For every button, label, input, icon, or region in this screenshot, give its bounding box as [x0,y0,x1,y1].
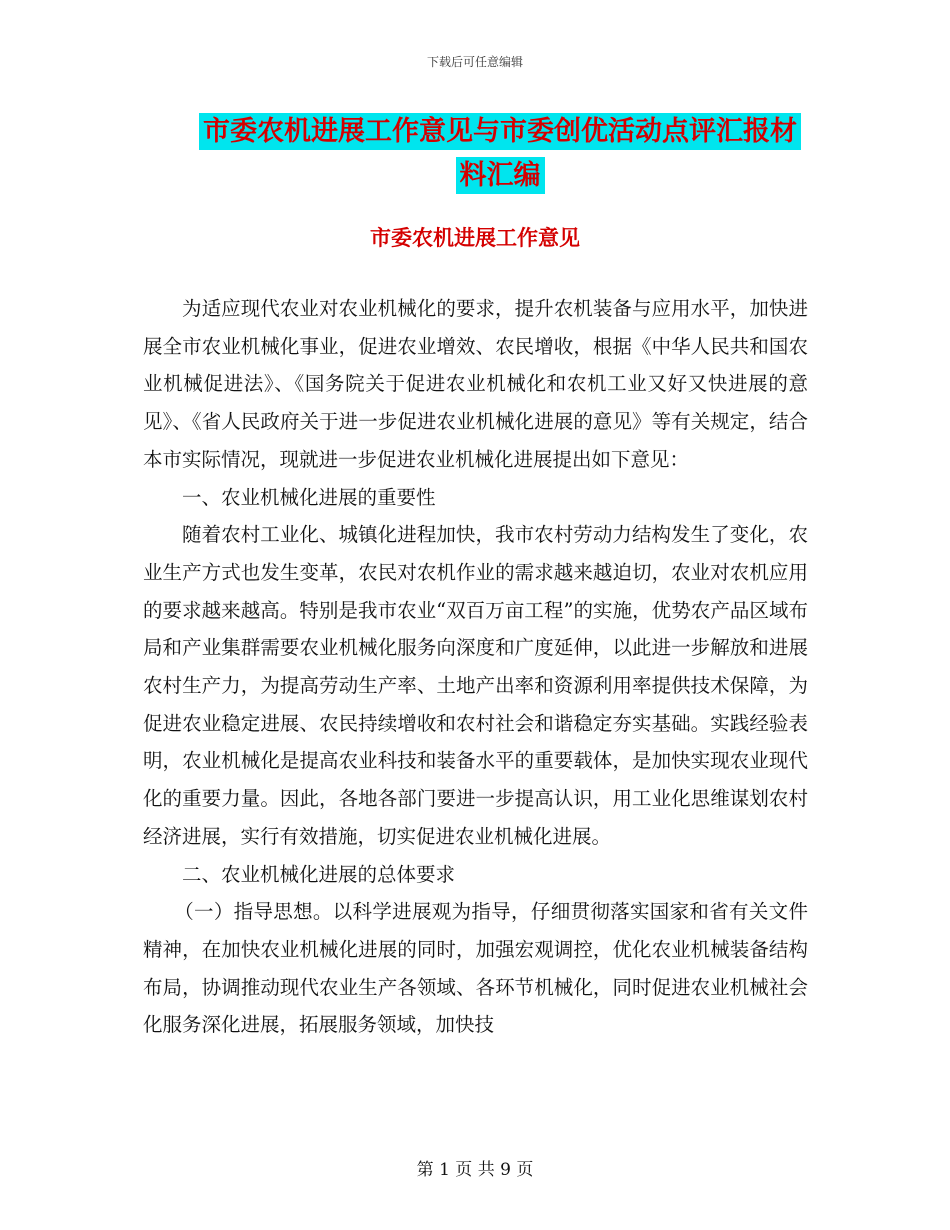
document-body [143,290,808,1044]
section-title: 市委农机进展工作意见 [370,226,580,250]
header-note: 下载后可任意编辑 [426,55,523,69]
document-title [190,110,810,198]
heading-importance: 一、农业机械化进展的重要性 [182,485,436,509]
paragraph-importance: 随着农村工业化、城镇化进程加快，我市农村劳动力结构发生了变化，农业生产方式也发生变革，农民对农机作业的需求越来越迫切，农业对农机应用的要求越来越高。特别是我市农业“双百万亩工程”的实施，优势农产品区域布局和产业集群需要农业机械化服务向深度和广度延伸，以此进一步解放和进展农村生产力，为提高劳动生产率、土地产出率和资源利用率提供技术保障，为促进农业稳定进展、农民持续增收和农村社会和谐稳定夯实基础。实践经验表明，农业机械化是提高农业科技和装备水平的重要载体，是加快实现农业现代化的重要力量。因此，各地各部门要进一步提高认识，用工业化思维谋划农村经济进展，实行有效措施，切实促进农业机械化进展。 [143,523,808,848]
page-footer: 第 1 页 共 9 页 [416,1160,534,1180]
heading-overall-requirements: 二、农业机械化进展的总体要求 [182,862,456,886]
paragraph-guiding-ideology: （一）指导思想。以科学进展观为指导，仔细贯彻落实国家和省有关文件精神，在加快农业机械化进展的同时，加强宏观调控，优化农业机械装备结构布局，协调推动现代农业生产各领域、各环节机械化，同时促进农业机械社会化服务深化进展，拓展服务领域，加快技 [143,900,808,1037]
document-title-text: 市委农机进展工作意见与市委创优活动点评汇报材料汇编 [199,113,801,194]
paragraph-intro: 为适应现代农业对农业机械化的要求，提升农机装备与应用水平，加快进展全市农业机械化事业，促进农业增效、农民增收，根据《中华人民共和国农业机械促进法》、《国务院关于促进农业机械化和农机工业又好又快进展的意见》、《省人民政府关于进一步促进农业机械化进展的意见》等有关规定，结合本市实际情况，现就进一步促进农业机械化进展提出如下意见： [143,297,808,471]
